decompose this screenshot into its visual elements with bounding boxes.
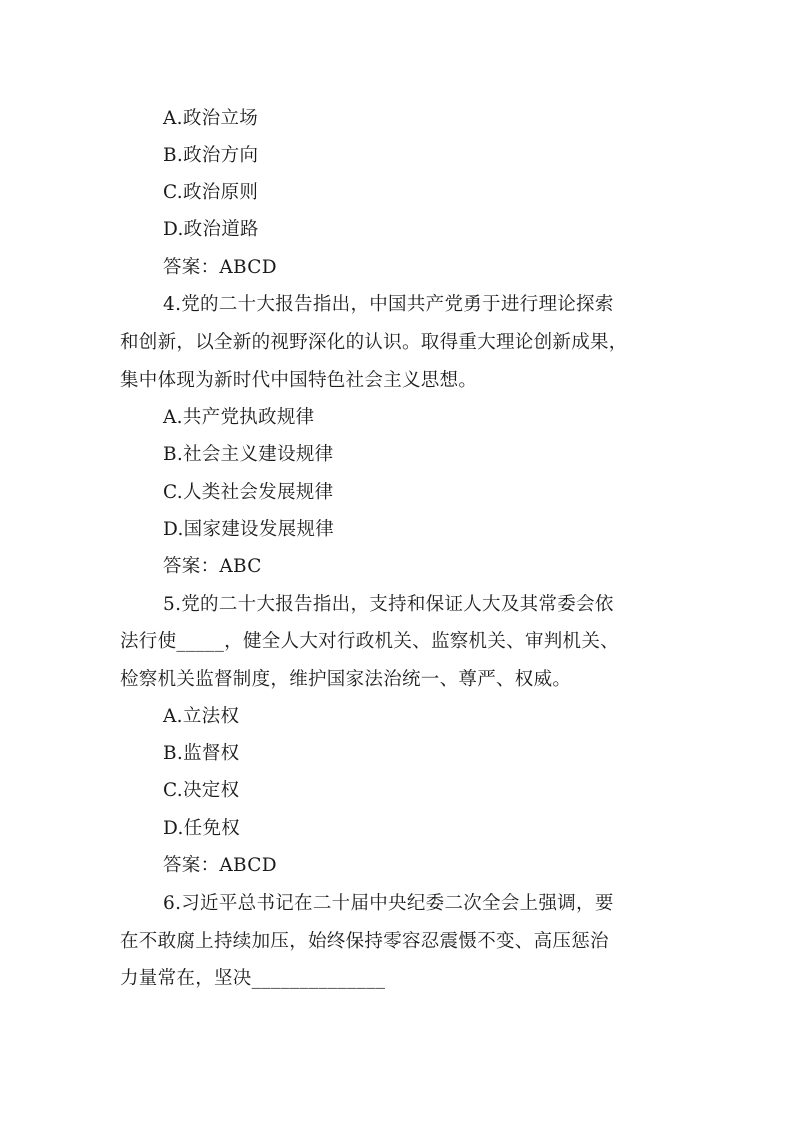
q6-question-line-1: 6.习近平总书记在二十届中央纪委二次全会上强调，要 (163, 893, 614, 914)
q5-question-line-1: 5.党的二十大报告指出，支持和保证人大及其常委会依 (163, 594, 614, 615)
q3-option-b: B.政治方向 (163, 145, 259, 166)
q5-option-c: C.决定权 (163, 780, 240, 801)
q4-option-a: A.共产党执政规律 (163, 407, 315, 428)
q4-answer: 答案：ABC (163, 556, 262, 577)
q5-question-line-2: 法行使_____，健全人大对行政机关、监察机关、审判机关、 (120, 631, 619, 652)
q3-option-d: D.政治道路 (163, 219, 259, 240)
q3-answer: 答案：ABCD (163, 257, 277, 278)
q5-answer: 答案：ABCD (163, 855, 277, 876)
q3-option-a: A.政治立场 (163, 108, 259, 129)
q4-option-c: C.人类社会发展规律 (163, 482, 334, 503)
q5-option-b: B.监督权 (163, 743, 240, 764)
q6-question-line-3: 力量常在，坚决______________ (120, 968, 386, 989)
q4-option-d: D.国家建设发展规律 (163, 519, 335, 540)
q4-option-b: B.社会主义建设规律 (163, 444, 334, 465)
q6-question-line-2: 在不敢腐上持续加压，始终保持零容忍震慑不变、高压惩治 (120, 931, 609, 952)
q5-question-line-3: 检察机关监督制度，维护国家法治统一、尊严、权威。 (120, 669, 572, 690)
q5-option-d: D.任免权 (163, 818, 241, 839)
q4-question-line-1: 4.党的二十大报告指出，中国共产党勇于进行理论探索 (163, 294, 614, 315)
q4-question-line-3: 集中体现为新时代中国特色社会主义思想。 (120, 370, 478, 391)
q5-option-a: A.立法权 (163, 706, 240, 727)
q3-option-c: C.政治原则 (163, 182, 259, 203)
q4-question-line-2: 和创新，以全新的视野深化的认识。取得重大理论创新成果， (120, 332, 628, 353)
